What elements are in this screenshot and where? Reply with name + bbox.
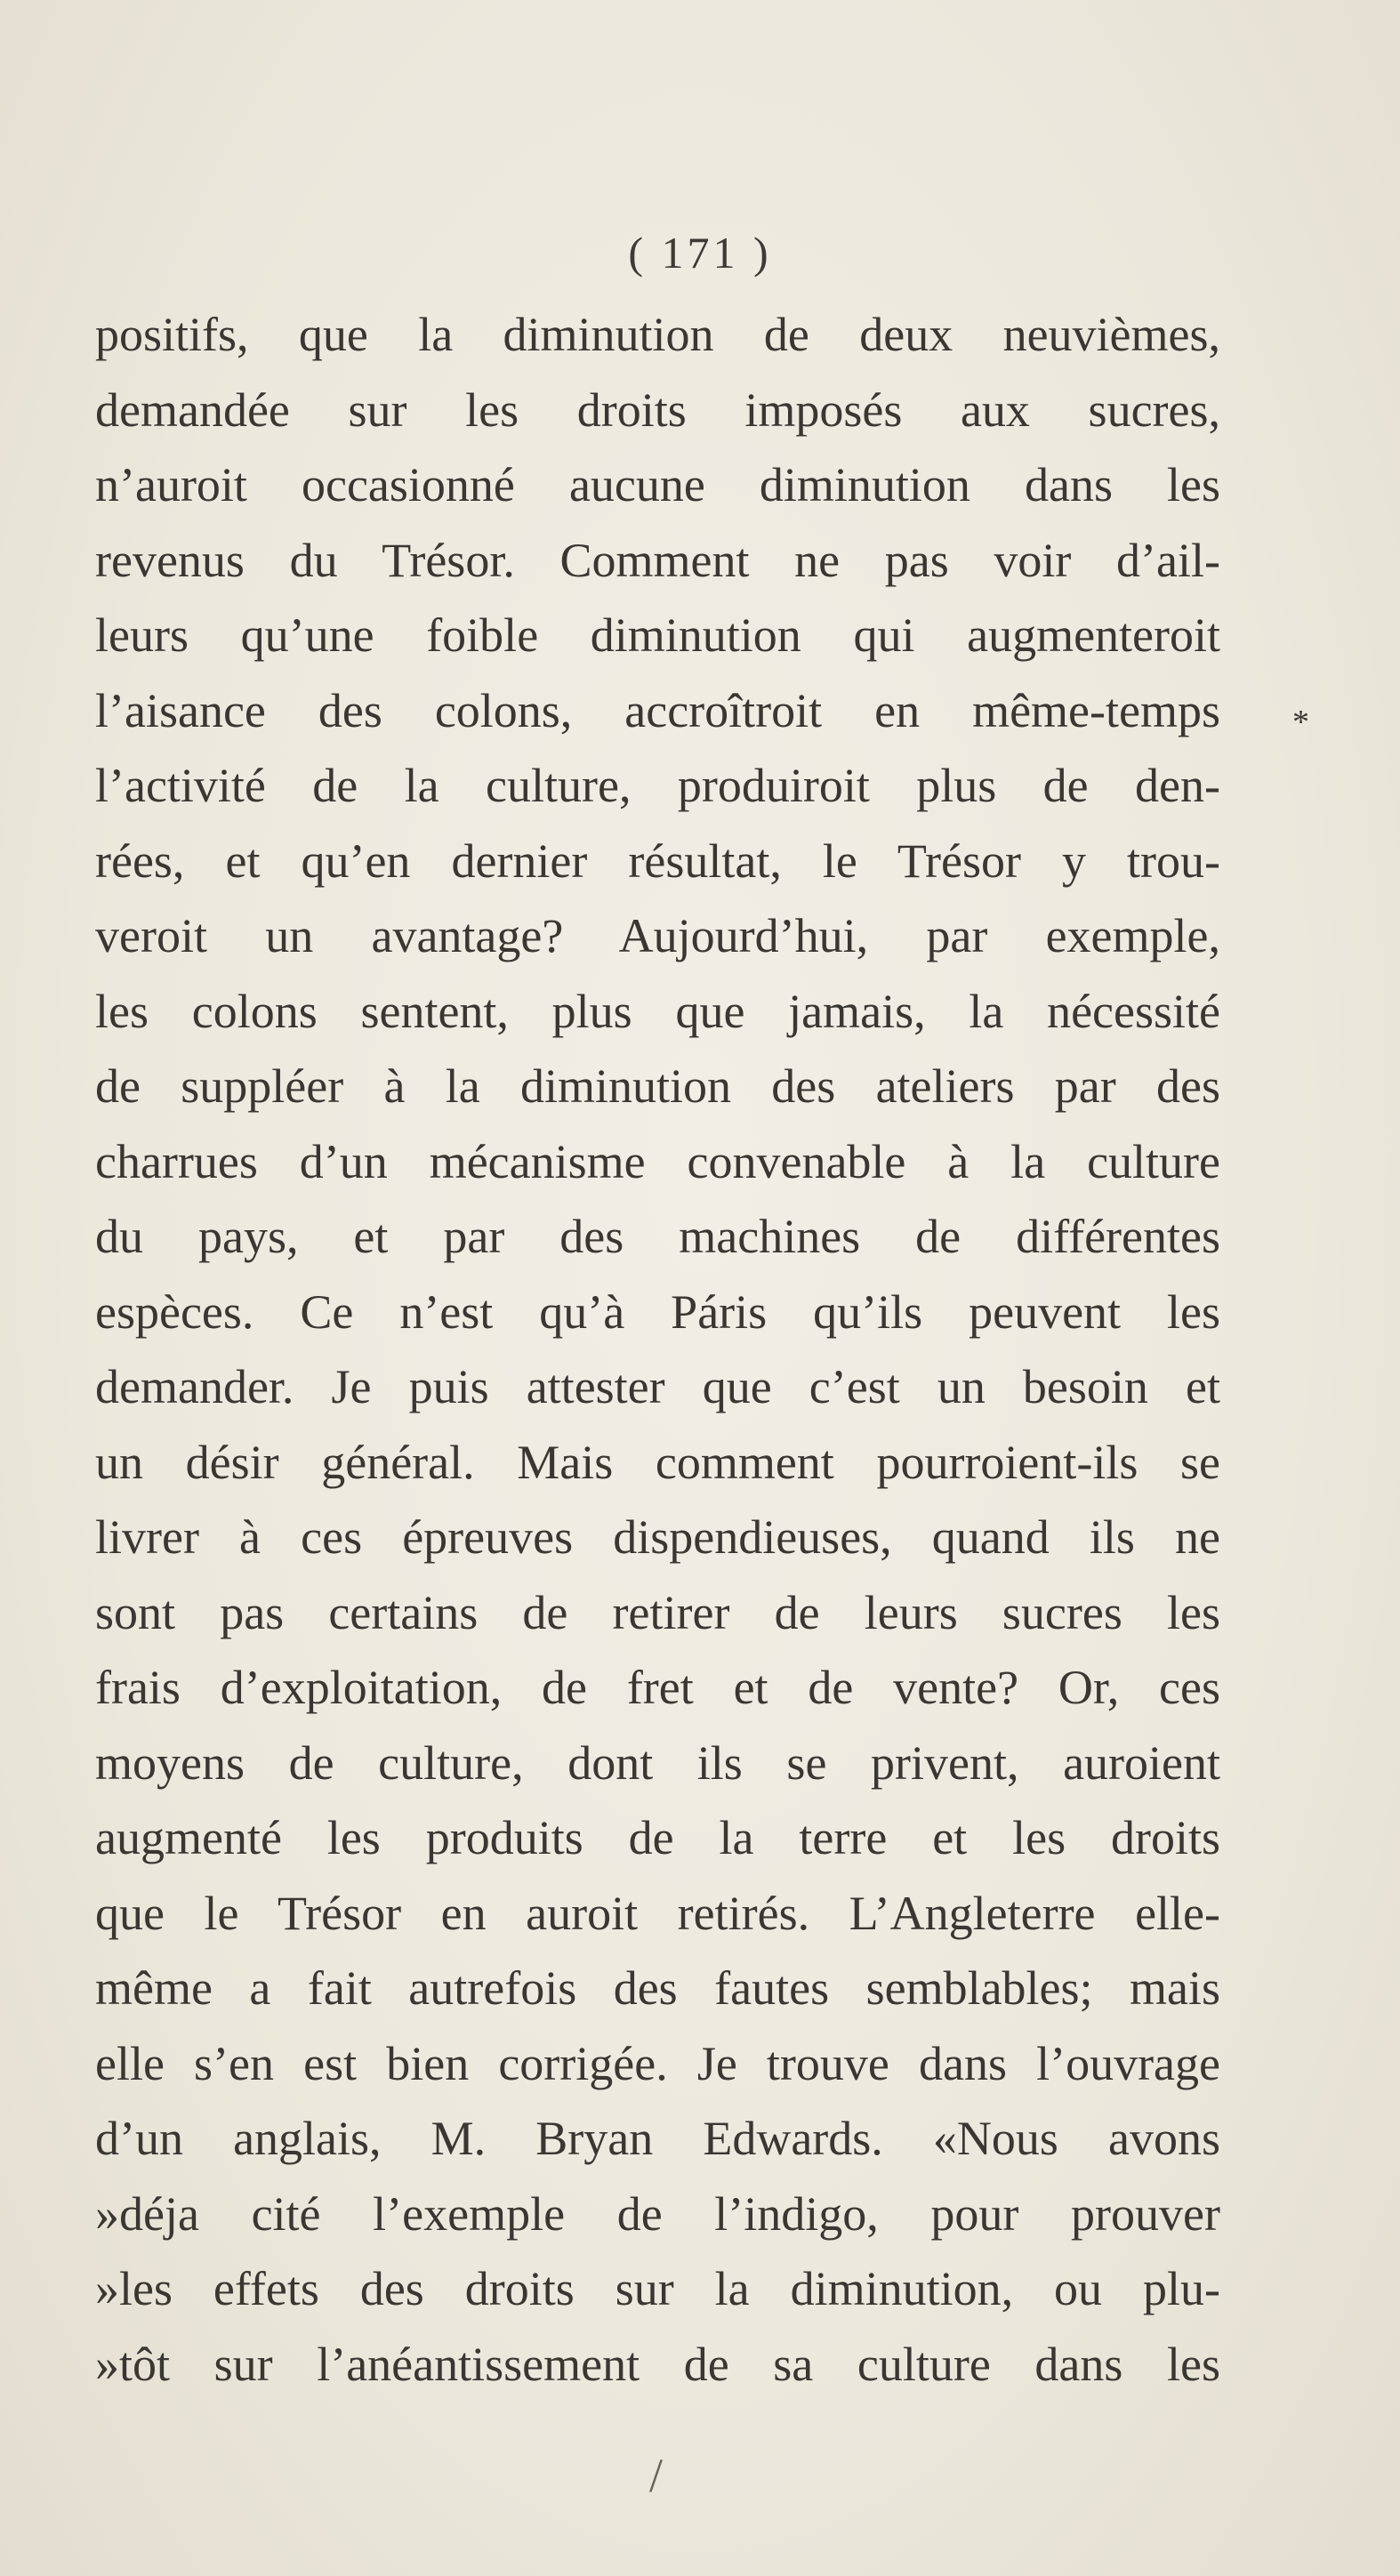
- text-line: [95, 1049, 1220, 1124]
- text-line: [95, 1349, 1220, 1425]
- text-line: [95, 1275, 1220, 1350]
- text-line-content: »déja cité l’exemple de l’indigo, pour prouver: [95, 2186, 1220, 2241]
- text-line-content: revenus du Trésor. Comment ne pas voir d’ail-: [95, 533, 1220, 587]
- text-line-content: »les effets des droits sur la diminution, ou plu-: [95, 2262, 1220, 2315]
- text-line: [95, 673, 1220, 749]
- text-line-content: demandée sur les droits imposés aux sucres,: [95, 382, 1220, 437]
- text-line: [95, 1124, 1220, 1200]
- page-number-header: ( 171 ): [628, 228, 772, 278]
- text-line-content: demander. Je puis attester que c’est un besoin et: [95, 1360, 1220, 1413]
- text-line: [95, 447, 1220, 523]
- margin-mark: *: [1292, 704, 1309, 741]
- text-line: [95, 2101, 1220, 2177]
- text-line-content: un désir général. Mais comment pourroient-ils se: [95, 1435, 1220, 1489]
- text-line-content: elle s’en est bien corrigée. Je trouve dans l’ouvrage: [95, 2036, 1220, 2090]
- text-line-content: l’aisance des colons, accroîtroit en même-temps: [95, 683, 1220, 737]
- text-line-content: espèces. Ce n’est qu’à Páris qu’ils peuvent les: [95, 1284, 1220, 1339]
- text-line: [95, 297, 1220, 373]
- text-line: [95, 1425, 1220, 1501]
- text-line-content: moyens de culture, dont ils se privent, auroient: [95, 1735, 1220, 1790]
- text-line-content: d’un anglais, M. Bryan Edwards. «Nous avons: [95, 2112, 1220, 2165]
- text-line: [95, 1951, 1220, 2026]
- text-line: [95, 898, 1220, 974]
- text-line: [95, 1800, 1220, 1876]
- text-line: [95, 2026, 1220, 2102]
- text-line: [95, 1575, 1220, 1651]
- text-line-content: augmenté les produits de la terre et les droits: [95, 1811, 1220, 1864]
- text-line: [95, 748, 1220, 824]
- text-line-content: que le Trésor en auroit retirés. L’Angleterre elle-: [95, 1886, 1220, 1940]
- text-line: [95, 1650, 1220, 1726]
- text-line: [95, 598, 1220, 673]
- text-line: [95, 523, 1220, 599]
- text-line: [95, 1199, 1220, 1275]
- text-line: [95, 1726, 1220, 1801]
- text-line-content: rées, et qu’en dernier résultat, le Trésor y trou-: [95, 833, 1220, 888]
- text-line-content: »tôt sur l’anéantissement de sa culture dans les: [95, 2337, 1220, 2391]
- text-line-content: n’auroit occasionné aucune diminution dans les: [95, 458, 1220, 511]
- text-line-content: du pays, et par des machines de différentes: [95, 1210, 1220, 1263]
- text-line-content: même a fait autrefois des fautes semblables; mais: [95, 1961, 1220, 2015]
- text-line-content: livrer à ces épreuves dispendieuses, quand ils ne: [95, 1510, 1220, 1564]
- body-text: [95, 297, 1220, 2402]
- text-line-content: de suppléer à la diminution des ateliers par des: [95, 1059, 1220, 1113]
- text-line-content: sont pas certains de retirer de leurs sucres les: [95, 1585, 1220, 1639]
- text-line: [95, 2251, 1220, 2327]
- text-line: [95, 1876, 1220, 1952]
- text-line: [95, 2327, 1220, 2403]
- text-line-content: veroit un avantage? Aujourd’hui, par exemple,: [95, 909, 1220, 962]
- text-line: [95, 2177, 1220, 2252]
- text-line-content: l’activité de la culture, produiroit plus de den-: [95, 759, 1220, 812]
- text-line: [95, 974, 1220, 1050]
- text-line-content: frais d’exploitation, de fret et de vente? Or, ces: [95, 1661, 1220, 1714]
- text-line: [95, 373, 1220, 448]
- text-line: [95, 824, 1220, 899]
- text-line-content: positifs, que la diminution de deux neuvièmes,: [95, 308, 1220, 361]
- text-line-content: les colons sentent, plus que jamais, la nécessité: [95, 984, 1220, 1038]
- text-line: [95, 1500, 1220, 1575]
- text-line-content: charrues d’un mécanisme convenable à la culture: [95, 1134, 1220, 1188]
- bottom-mark: /: [649, 2449, 664, 2502]
- text-line-content: leurs qu’une foible diminution qui augmenteroit: [95, 608, 1220, 662]
